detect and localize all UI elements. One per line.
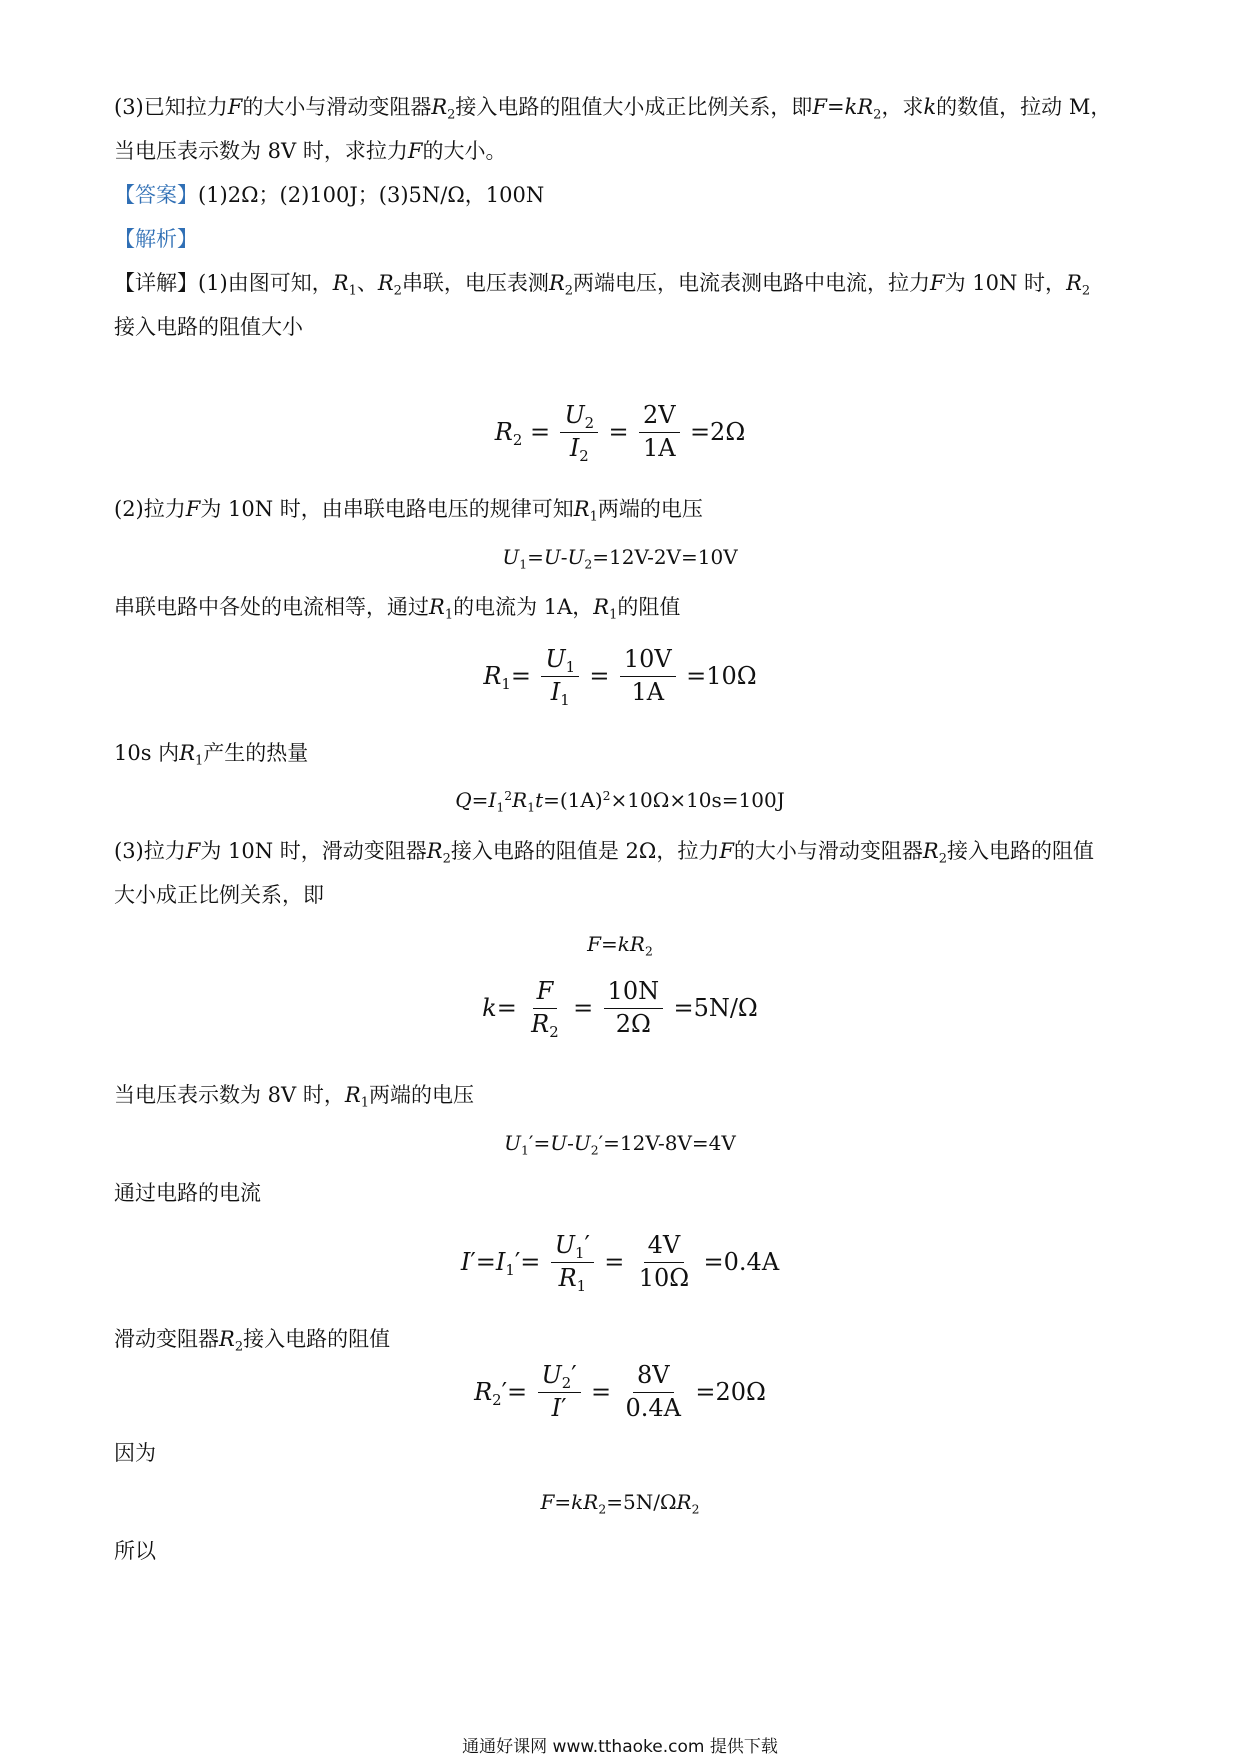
detail-6-line: 当电压表示数为 8V 时，$R_1$两端的电压 bbox=[114, 1083, 474, 1111]
detail-8-line: 滑动变阻器$R_2$接入电路的阻值 bbox=[114, 1327, 391, 1355]
footer-source-text: 通通好课网 www.tthaoke.com 提供下载 bbox=[462, 1737, 778, 1757]
question-3-line-1: (3)已知拉力F的大小与滑动变阻器$R_2$接入电路的阻值大小成正比例关系，即$F=kR_2$，求k的数值，拉动 M， bbox=[114, 95, 1112, 123]
formula-current: $I'=I_1'=$ $\frac{U_1'}{R_1}$ = $\frac{4V}{10\Omega}$ =0.4A bbox=[460, 1231, 780, 1295]
formula-r2: $R_2$ = $\frac{U_2}{I_2}$ = $\frac{2V}{1A}$ =2Ω bbox=[494, 401, 746, 465]
formula-heat: $Q=I_1^2R_1t=(1A)^2\times 10\Omega\times 10s=100J$ bbox=[455, 788, 785, 815]
detail-5-line-1: (3)拉力F为 10N 时，滑动变阻器$R_2$接入电路的阻值是 2Ω，拉力F的大小与滑动变阻器$R_2$接入电路的阻值 bbox=[114, 839, 1094, 867]
detail-5-line-2: 大小成正比例关系，即 bbox=[114, 883, 324, 907]
detail-7-line: 通过电路的电流 bbox=[114, 1181, 261, 1205]
formula-r2-prime: $R_2'=$ $\frac{U_2'}{I'}$ = $\frac{8V}{0.4A}$ =20Ω bbox=[474, 1361, 766, 1422]
detail-2-line: (2)拉力F为 10N 时，由串联电路电压的规律可知$R_1$两端的电压 bbox=[114, 497, 703, 525]
detail-1-line-2: 接入电路的阻值大小 bbox=[114, 315, 303, 339]
formula-r1: $R_1=$ $\frac{U_1}{I_1}$ = $\frac{10V}{1A}$ =10Ω bbox=[483, 645, 757, 709]
formula-f-kr2: $F=kR_2$ bbox=[587, 932, 653, 959]
answer-line bbox=[114, 180, 544, 210]
detail-1-line-1: 【详解】(1)由图可知，$R_1$、$R_2$串联，电压表测$R_2$两端电压，电流表测电路中电流，拉力F为 10N 时，$R_2$ bbox=[114, 271, 1091, 299]
detail-9-line: 因为 bbox=[114, 1441, 156, 1465]
formula-f-final: $F=kR_2=5N/\Omega R_2$ bbox=[540, 1490, 700, 1517]
analysis-line bbox=[114, 224, 198, 254]
formula-k: k= $\frac{F}{R_2}$ = $\frac{10N}{2\Omega}$ =5N/Ω bbox=[482, 977, 758, 1041]
analysis-tag: 【解析】 bbox=[114, 227, 198, 251]
question-3-line-2: 当电压表示数为 8V 时，求拉力F的大小。 bbox=[114, 139, 507, 163]
answer-text: (1)2Ω；(2)100J；(3)5N/Ω，100N bbox=[198, 183, 545, 207]
formula-u1-prime: $U_1'=U-U_2'=12V-8V=4V$ bbox=[504, 1131, 736, 1158]
detail-4-line: 10s 内$R_1$产生的热量 bbox=[114, 741, 309, 769]
detail-3-line: 串联电路中各处的电流相等，通过$R_1$的电流为 1A，$R_1$的阻值 bbox=[114, 595, 681, 623]
answer-tag: 【答案】 bbox=[114, 183, 198, 207]
detail-10-line: 所以 bbox=[114, 1539, 156, 1563]
formula-u1: $U_1=U-U_2=12V-2V=10V$ bbox=[502, 545, 738, 572]
